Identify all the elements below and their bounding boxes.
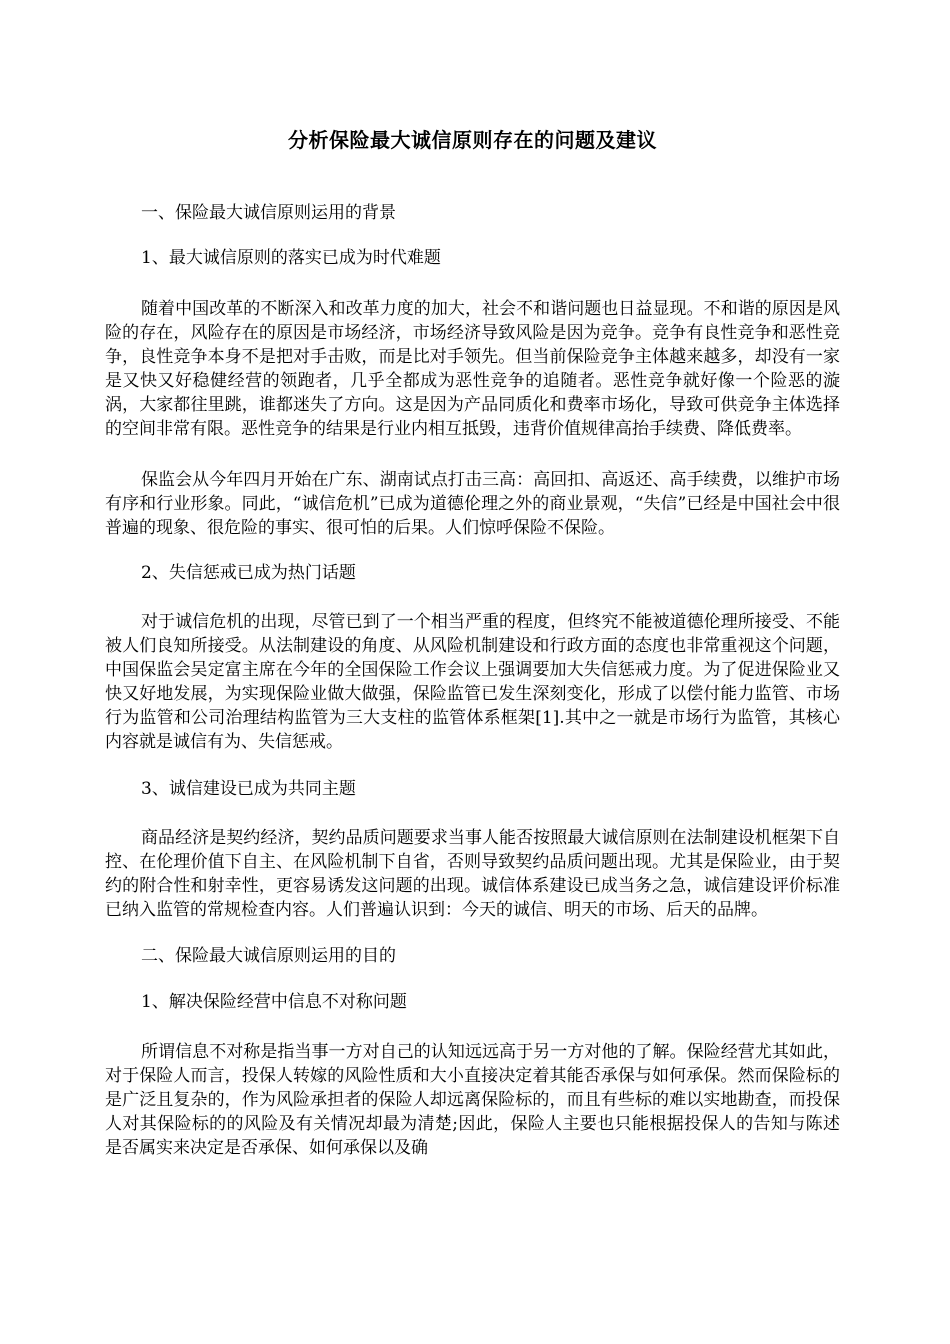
document-title: 分析保险最大诚信原则存在的问题及建议 [288,128,657,152]
paragraph-4: 商品经济是契约经济，契约品质问题要求当事人能否按照最大诚信原则在法制建设机框架下自控、在伦理价值下自主、在风险机制下自省，否则导致契约品质问题出现。尤其是保险业，由于契约的附合性和射幸性，更容易诱发这问题的出现。诚信体系建设已成当务之急，诚信建设评价标准已纳入监管的常规检查内容。人们普遍认识到：今天的诚信、明天的市场、后天的品牌。 [105,828,840,920]
paragraph-1: 随着中国改革的不断深入和改革力度的加大，社会不和谐问题也日益显现。不和谐的原因是风险的存在，风险存在的原因是市场经济，市场经济导致风险是因为竞争。竞争有良性竞争和恶性竞争，良性竞争本身不是把对手击败，而是比对手领先。但当前保险竞争主体越来越多，却没有一家是又快又好稳健经营的领跑者，几乎全都成为恶性竞争的追随者。恶性竞争就好像一个险恶的漩涡，大家都往里跳，谁都迷失了方向。这是因为产品同质化和费率市场化，导致可供竞争主体选择的空间非常有限。恶性竞争的结果是行业内相互抵毁，违背价值规律高抬手续费、降低费率。 [105,299,840,439]
subsection-heading-2-1: 1、解决保险经营中信息不对称问题 [141,992,407,1012]
document-page [105,0,840,1160]
paragraph-5: 所谓信息不对称是指当事一方对自己的认知远远高于另一方对他的了解。保险经营尤其如此，对于保险人而言，投保人转嫁的风险性质和大小直接决定着其能否承保与如何承保。然而保险标的是广泛且复杂的，作为风险承担者的保险人却远离保险标的，而且有些标的难以实地勘查，而投保人对其保险标的的风险及有关情况却最为清楚;因此，保险人主要也只能根据投保人的告知与陈述是否属实来决定是否承保、如何承保以及确 [105,1042,840,1158]
subsection-heading-1-2: 2、失信惩戒已成为热门话题 [141,563,356,583]
paragraph-2: 保监会从今年四月开始在广东、湖南试点打击三高：高回扣、高返还、高手续费，以维护市场有序和行业形象。同此，“诚信危机”已成为道德伦理之外的商业景观，“失信”已经是中国社会中很普遍的现象、很危险的事实、很可怕的后果。人们惊呼保险不保险。 [105,470,840,538]
subsection-heading-1-3: 3、诚信建设已成为共同主题 [141,779,356,799]
section-heading-1: 一、保险最大诚信原则运用的背景 [141,203,396,223]
paragraph-3: 对于诚信危机的出现，尽管已到了一个相当严重的程度，但终究不能被道德伦理所接受、不能被人们良知所接受。从法制建设的角度、从风险机制建设和行政方面的态度也非常重视这个问题，中国保监会吴定富主席在今年的全国保险工作会议上强调要加大失信惩戒力度。为了促进保险业又快又好地发展，为实现保险业做大做强，保险监管已发生深刻变化，形成了以偿付能力监管、市场行为监管和公司治理结构监管为三大支柱的监管体系框架[1].其中之一就是市场行为监管，其核心内容就是诚信有为、失信惩戒。 [105,612,840,752]
section-heading-2: 二、保险最大诚信原则运用的目的 [141,946,396,966]
subsection-heading-1-1: 1、最大诚信原则的落实已成为时代难题 [141,248,441,268]
